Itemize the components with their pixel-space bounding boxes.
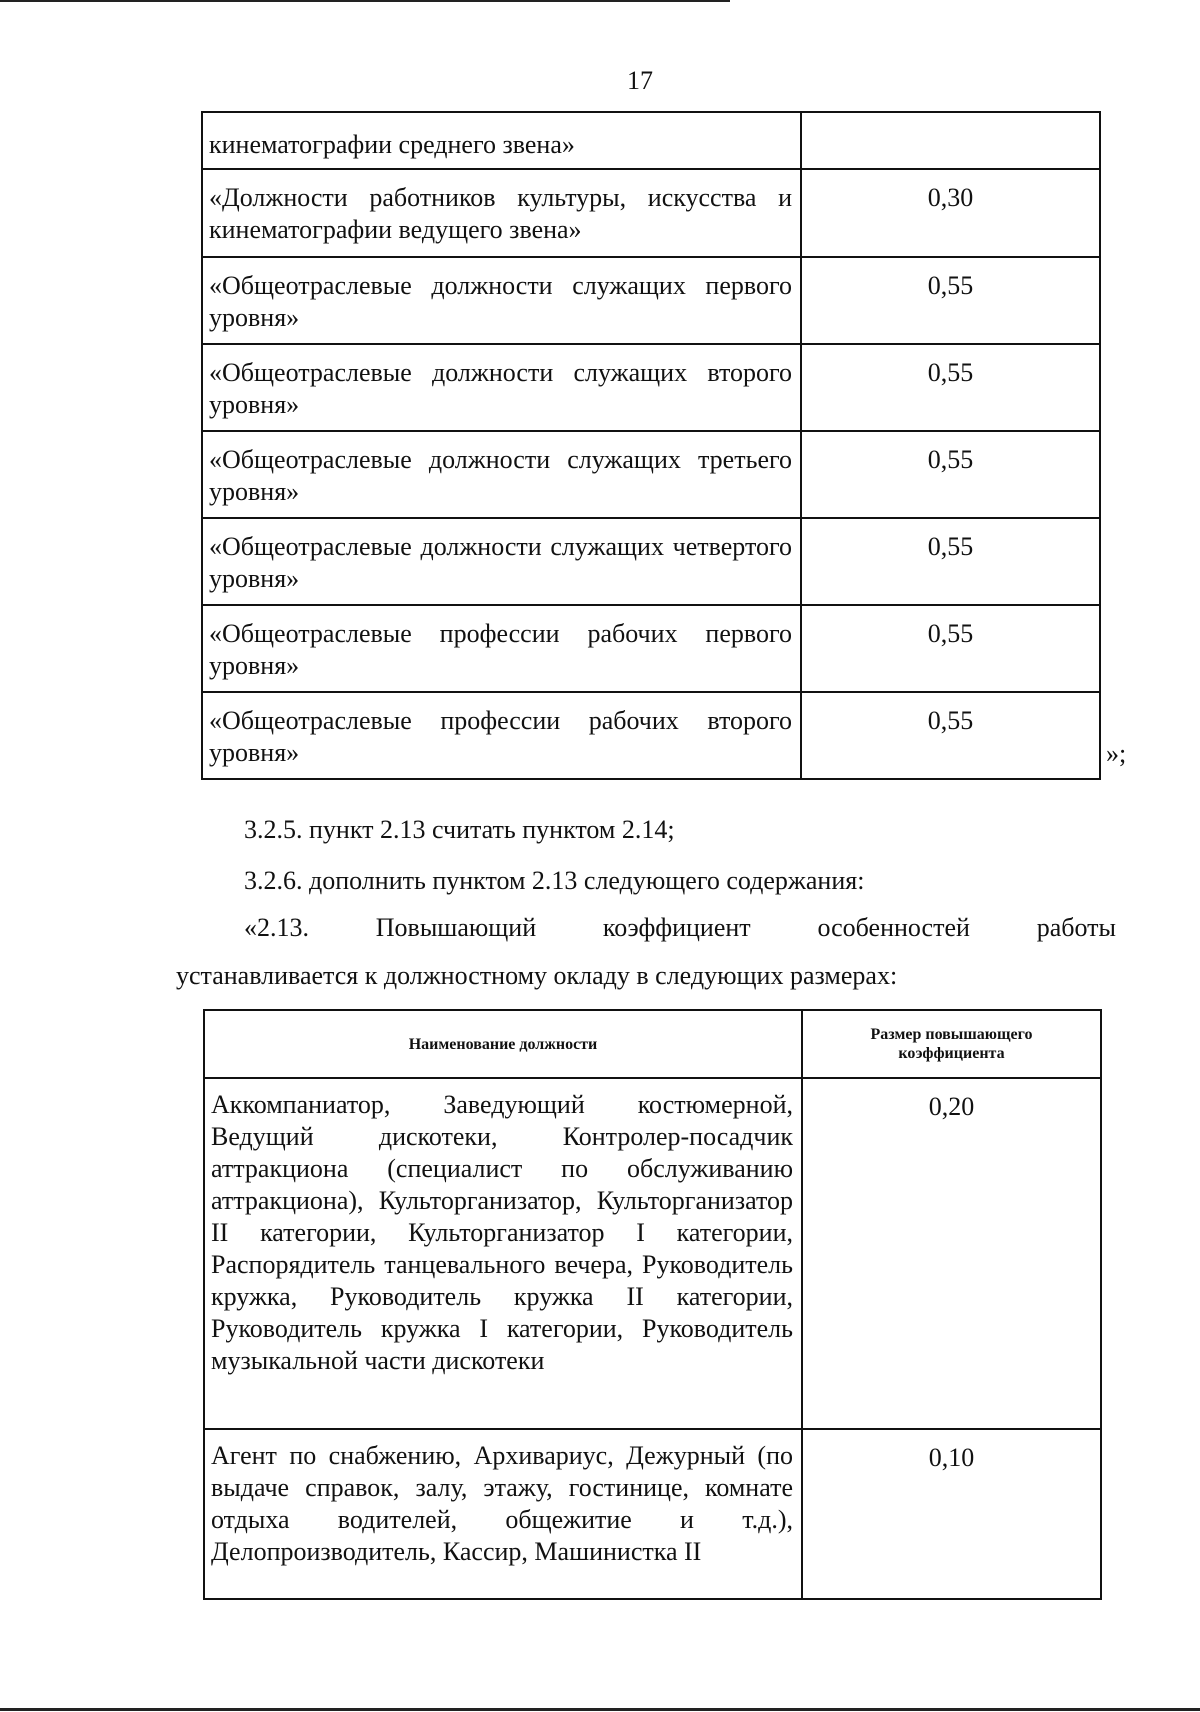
coefficient-table-continued <box>201 111 1101 780</box>
coefficient-cell: 0,55 <box>801 692 1100 779</box>
coefficient-cell: 0,55 <box>801 518 1100 605</box>
page-number: 17 <box>627 66 653 95</box>
coefficient-cell: 0,55 <box>801 605 1100 692</box>
table-row <box>202 692 1100 779</box>
table-closing-quote: »; <box>1106 739 1127 768</box>
paragraph-word: коэффициент <box>602 913 751 942</box>
position-name-cell: Аккомпаниатор, Заведующий костюмерной, Ведущий дискотеки, Контролер-посадчик аттракциона (специалист по обслуживанию аттракциона), Культорганизатор, Культорганизатор II категории, Культорганизатор I категории, Распорядитель танцевального вечера, Руководитель кружка, Руководитель кружка II категории, Руководитель кружка I категории, Руководитель музыкальной части дискотеки <box>204 1078 802 1429</box>
coefficient-cell: 0,55 <box>801 257 1100 344</box>
position-name-cell: «Общеотраслевые должности служащих второго уровня» <box>202 344 801 431</box>
table-header-row <box>204 1010 1101 1078</box>
paragraph-word: особенностей <box>817 913 970 942</box>
coefficient-cell: 0,55 <box>801 344 1100 431</box>
column-header-position: Наименование должности <box>204 1010 802 1078</box>
paragraph-3-2-5: 3.2.5. пункт 2.13 считать пунктом 2.14; <box>244 815 675 844</box>
paragraph-word: Повышающий <box>375 913 537 942</box>
scan-bottom-edge <box>0 1708 1200 1711</box>
table-row <box>204 1078 1101 1429</box>
position-name-cell: кинематографии среднего звена» <box>202 112 801 169</box>
table-row <box>202 518 1100 605</box>
coefficient-cell: 0,30 <box>801 169 1100 257</box>
position-name-cell: «Общеотраслевые профессии рабочих второго уровня» <box>202 692 801 779</box>
paragraph-2-13-line-2: устанавливается к должностному окладу в следующих размерах: <box>176 961 898 990</box>
position-name-cell: «Общеотраслевые должности служащих третьего уровня» <box>202 431 801 518</box>
position-name-cell: «Общеотраслевые должности служащих первого уровня» <box>202 257 801 344</box>
position-name-cell: «Общеотраслевые должности служащих четвертого уровня» <box>202 518 801 605</box>
coefficient-cell: 0,10 <box>802 1429 1101 1599</box>
paragraph-3-2-6: 3.2.6. дополнить пунктом 2.13 следующего содержания: <box>244 866 865 895</box>
coefficient-cell: 0,20 <box>802 1078 1101 1429</box>
coefficient-cell <box>801 112 1100 169</box>
column-header-coefficient: Размер повышающего коэффициента <box>802 1010 1101 1078</box>
paragraph-word: работы <box>1036 913 1116 942</box>
coefficient-cell: 0,55 <box>801 431 1100 518</box>
position-coefficient-table <box>203 1009 1102 1600</box>
table-row <box>202 605 1100 692</box>
position-name-cell: «Общеотраслевые профессии рабочих первого уровня» <box>202 605 801 692</box>
table-row <box>202 112 1100 169</box>
table-row <box>202 344 1100 431</box>
position-name-cell: Агент по снабжению, Архивариус, Дежурный (по выдаче справок, залу, этажу, гостинице, комнате отдыха водителей, общежитие и т.д.), Делопроизводитель, Кассир, Машинистка II <box>204 1429 802 1599</box>
table-row <box>202 431 1100 518</box>
table-row <box>204 1429 1101 1599</box>
scan-top-edge <box>0 0 730 2</box>
table-row <box>202 257 1100 344</box>
paragraph-2-13-line-1 <box>244 912 1116 944</box>
table-row <box>202 169 1100 257</box>
paragraph-word: «2.13. <box>244 913 309 942</box>
position-name-cell: «Должности работников культуры, искусства и кинематографии ведущего звена» <box>202 169 801 257</box>
